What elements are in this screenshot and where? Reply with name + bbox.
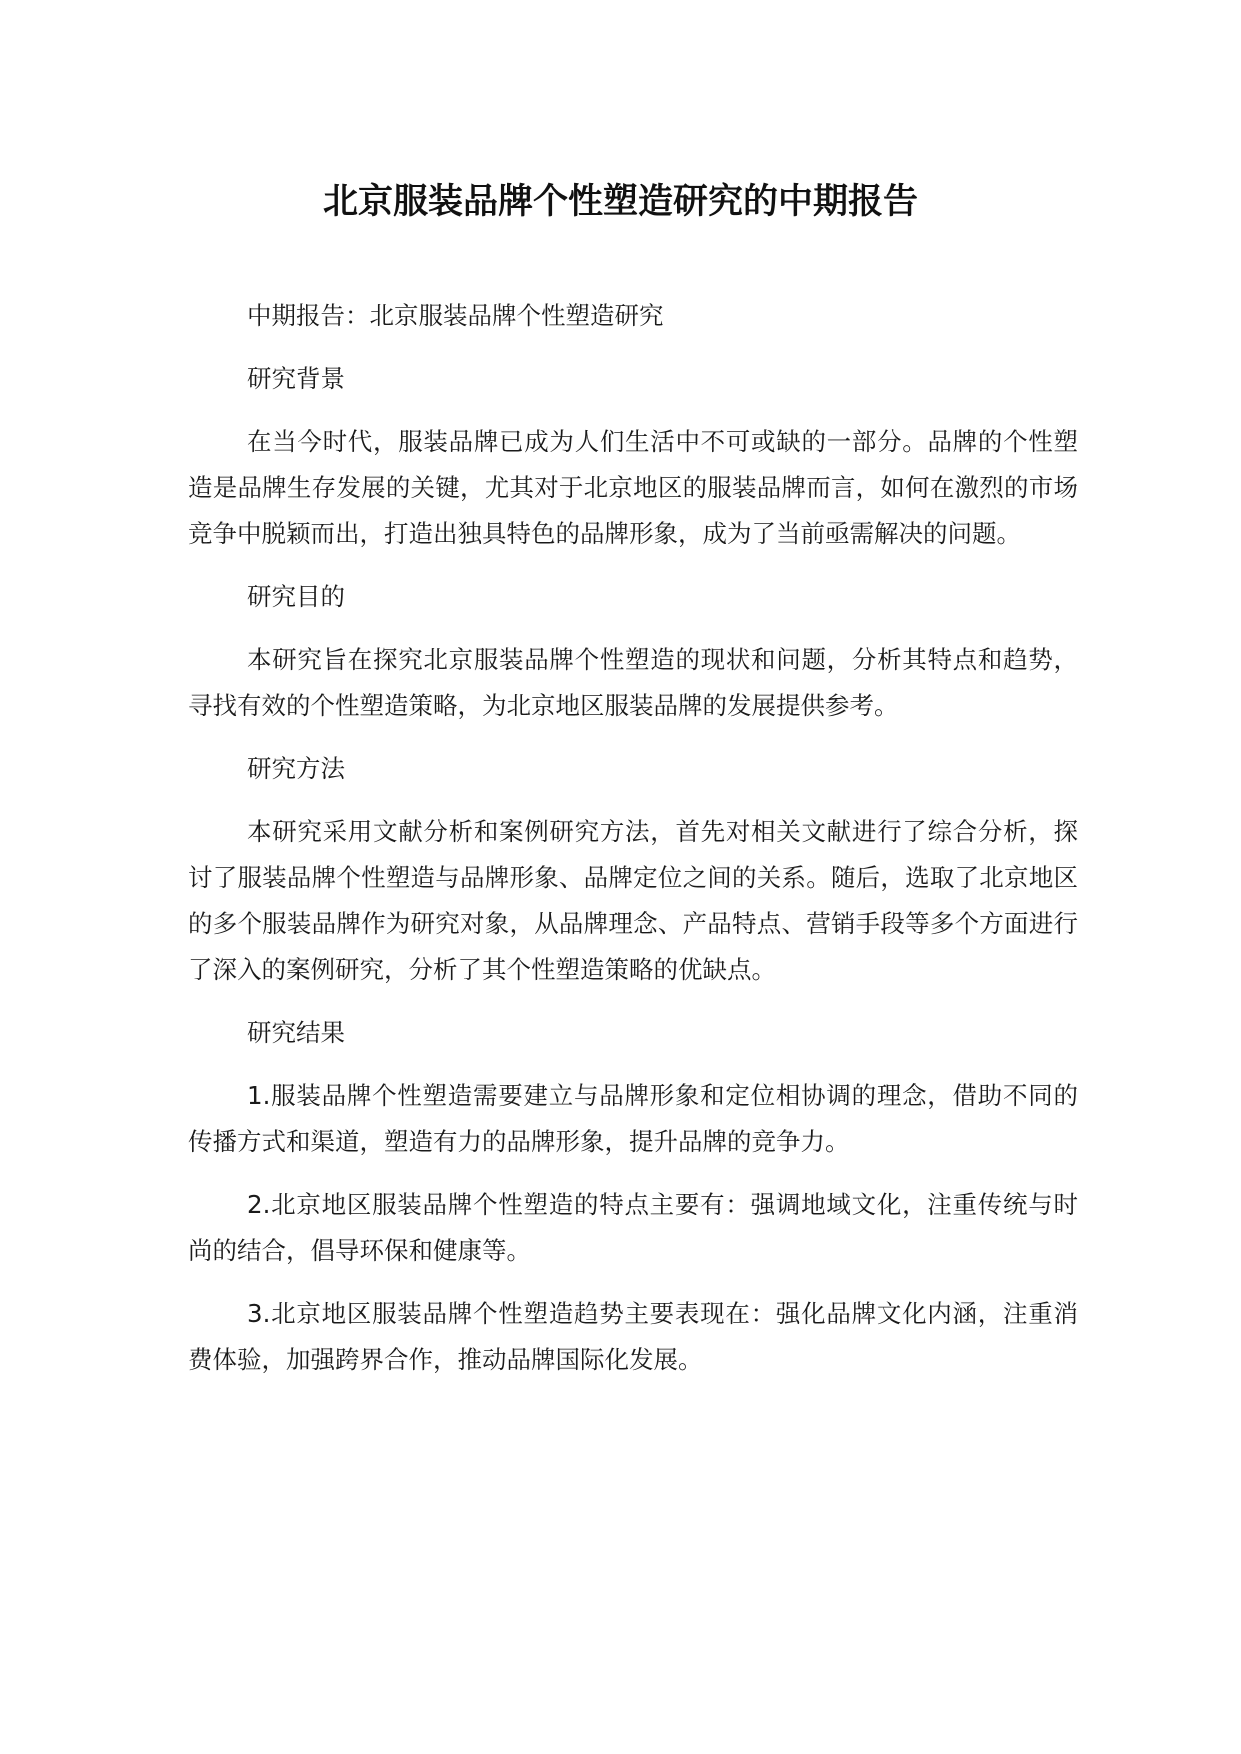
section-heading-results: 研究结果 — [247, 1018, 345, 1047]
paragraph-result-2: 2.北京地区服装品牌个性塑造的特点主要有：强调地域文化，注重传统与时尚的结合，倡导环保和健康等。 — [188, 1190, 1078, 1265]
section-heading-background: 研究背景 — [247, 364, 345, 393]
paragraph-purpose: 本研究旨在探究北京服装品牌个性塑造的现状和问题，分析其特点和趋势，寻找有效的个性塑造策略，为北京地区服装品牌的发展提供参考。 — [188, 645, 1078, 720]
report-subtitle: 中期报告：北京服装品牌个性塑造研究 — [247, 301, 664, 330]
paragraph-method: 本研究采用文献分析和案例研究方法，首先对相关文献进行了综合分析，探讨了服装品牌个性塑造与品牌形象、品牌定位之间的关系。随后，选取了北京地区的多个服装品牌作为研究对象，从品牌理念、产品特点、营销手段等多个方面进行了深入的案例研究，分析了其个性塑造策略的优缺点。 — [188, 817, 1078, 984]
paragraph-background: 在当今时代，服装品牌已成为人们生活中不可或缺的一部分。品牌的个性塑造是品牌生存发展的关键，尤其对于北京地区的服装品牌而言，如何在激烈的市场竞争中脱颖而出，打造出独具特色的品牌形象，成为了当前亟需解决的问题。 — [188, 427, 1078, 548]
document-title: 北京服装品牌个性塑造研究的中期报告 — [322, 182, 918, 222]
paragraph-result-3: 3.北京地区服装品牌个性塑造趋势主要表现在：强化品牌文化内涵，注重消费体验，加强跨界合作，推动品牌国际化发展。 — [188, 1299, 1078, 1374]
section-heading-purpose: 研究目的 — [247, 582, 345, 611]
section-heading-method: 研究方法 — [247, 754, 345, 783]
paragraph-result-1: 1.服装品牌个性塑造需要建立与品牌形象和定位相协调的理念，借助不同的传播方式和渠道，塑造有力的品牌形象，提升品牌的竞争力。 — [188, 1081, 1078, 1156]
document-body — [188, 293, 1078, 1400]
